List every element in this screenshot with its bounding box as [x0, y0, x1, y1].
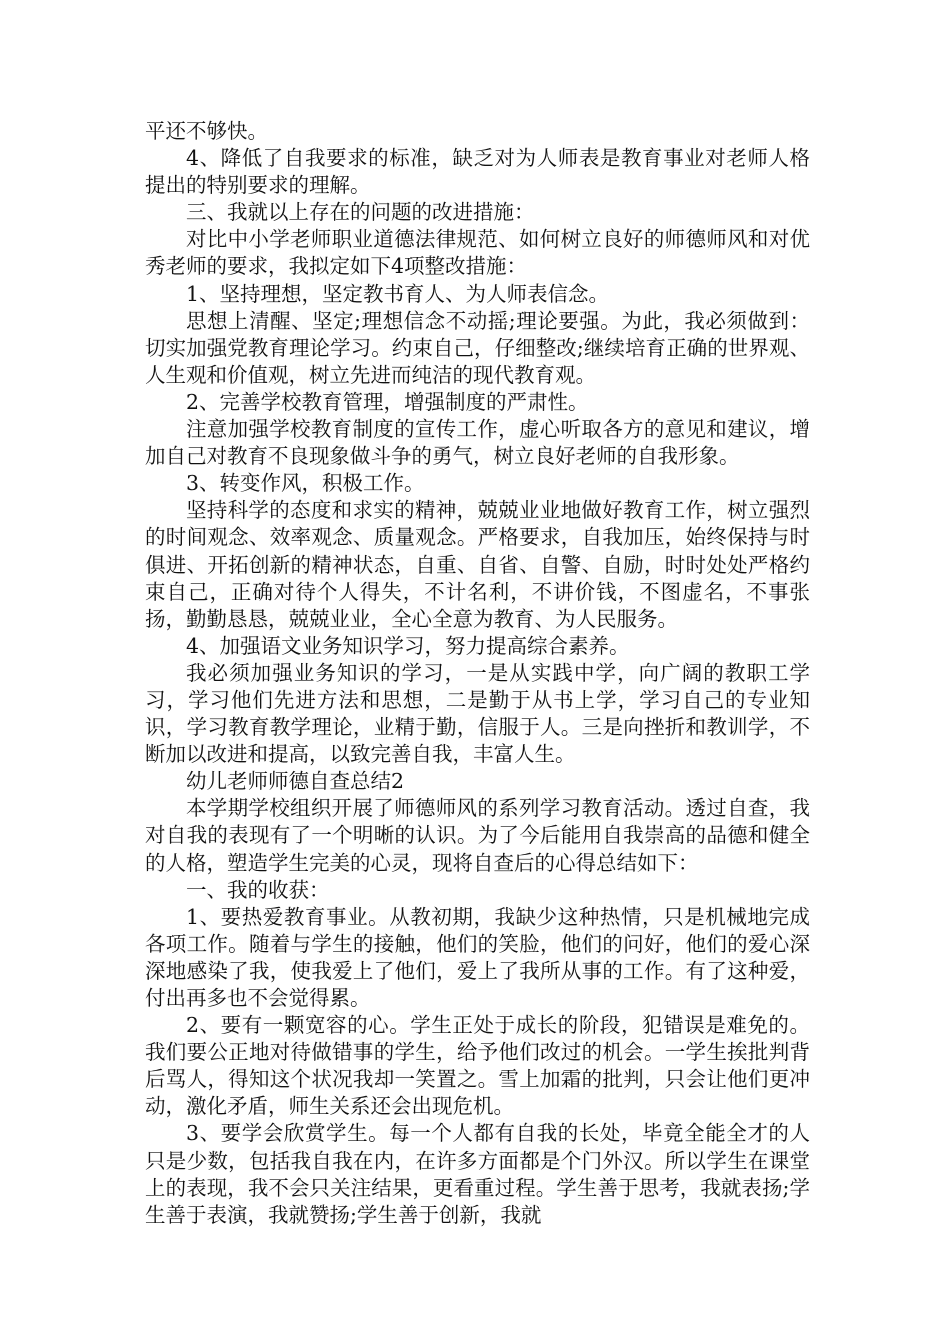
paragraph: 2、要有一颗宽容的心。学生正处于成长的阶段，犯错误是难免的。我们要公正地对待做错事的学生，给予他们改过的机会。一学生挨批判背后骂人，得知这个状况我却一笑置之。雪上加霜的批判，只会让他们更冲动，激化矛盾，师生关系还会出现危机。	[145, 1013, 810, 1119]
paragraph: 对比中小学老师职业道德法律规范、如何树立良好的师德师风和对优秀老师的要求，我拟定如下4项整改措施：	[145, 227, 810, 279]
paragraph: 坚持科学的态度和求实的精神，兢兢业业地做好教育工作，树立强烈的时间观念、效率观念、质量观念。严格要求，自我加压，始终保持与时俱进、开拓创新的精神状态，自重、自省、自警、自励，时时处处严格约束自己，正确对待个人得失，不计名利，不讲价钱，不图虚名，不事张扬，勤勤恳恳，兢兢业业，全心全意为教育、为人民服务。	[145, 498, 810, 631]
list-item-heading: 1、坚持理想，坚定教书育人、为人师表信念。	[186, 281, 610, 306]
paragraph: 4、降低了自我要求的标准，缺乏对为人师表是教育事业对老师人格提出的特别要求的理解。	[145, 146, 810, 198]
paragraph: 本学期学校组织开展了师德师风的系列学习教育活动。透过自查，我对自我的表现有了一个明晰的认识。为了今后能用自我崇高的品德和健全的人格，塑造学生完美的心灵，现将自查后的心得总结如下：	[145, 796, 810, 875]
section-heading: 一、我的收获：	[186, 877, 330, 902]
list-item-heading: 2、完善学校教育管理，增强制度的严肃性。	[186, 389, 589, 414]
section-heading: 三、我就以上存在的问题的改进措施：	[186, 200, 535, 225]
paragraph: 思想上清醒、坚定;理想信念不动摇;理论要强。为此，我必须做到：切实加强党教育理论学习。约束自己，仔细整改;继续培育正确的世界观、人生观和价值观，树立先进而纯洁的现代教育观。	[145, 308, 810, 387]
paragraph: 3、要学会欣赏学生。每一个人都有自我的长处，毕竟全能全才的人只是少数，包括我自我在内，在许多方面都是个门外汉。所以学生在课堂上的表现，我不会只关注结果，更看重过程。学生善于思考，我就表扬;学生善于表演，我就赞扬;学生善于创新，我就	[145, 1121, 810, 1227]
document-title: 幼儿老师师德自查总结2	[186, 769, 405, 794]
document-body	[145, 118, 810, 1229]
list-item-heading: 3、转变作风，积极工作。	[186, 471, 425, 496]
list-item-heading: 4、加强语文业务知识学习，努力提高综合素养。	[186, 633, 630, 658]
paragraph: 我必须加强业务知识的学习，一是从实践中学，向广阔的教职工学习，学习他们先进方法和思想，二是勤于从书上学，学习自己的专业知识，学习教育教学理论，业精于勤，信服于人。三是向挫折和教训学，不断加以改进和提高，以致完善自我，丰富人生。	[145, 660, 810, 767]
paragraph-continuation: 平还不够快。	[145, 119, 268, 143]
paragraph: 1、要热爱教育事业。从教初期，我缺少这种热情，只是机械地完成各项工作。随着与学生的接触，他们的笑脸，他们的问好，他们的爱心深深地感染了我，使我爱上了他们，爱上了我所从事的工作。有了这种爱，付出再多也不会觉得累。	[145, 904, 810, 1010]
paragraph: 注意加强学校教育制度的宣传工作，虚心听取各方的意见和建议，增加自己对教育不良现象做斗争的勇气，树立良好老师的自我形象。	[145, 417, 810, 469]
